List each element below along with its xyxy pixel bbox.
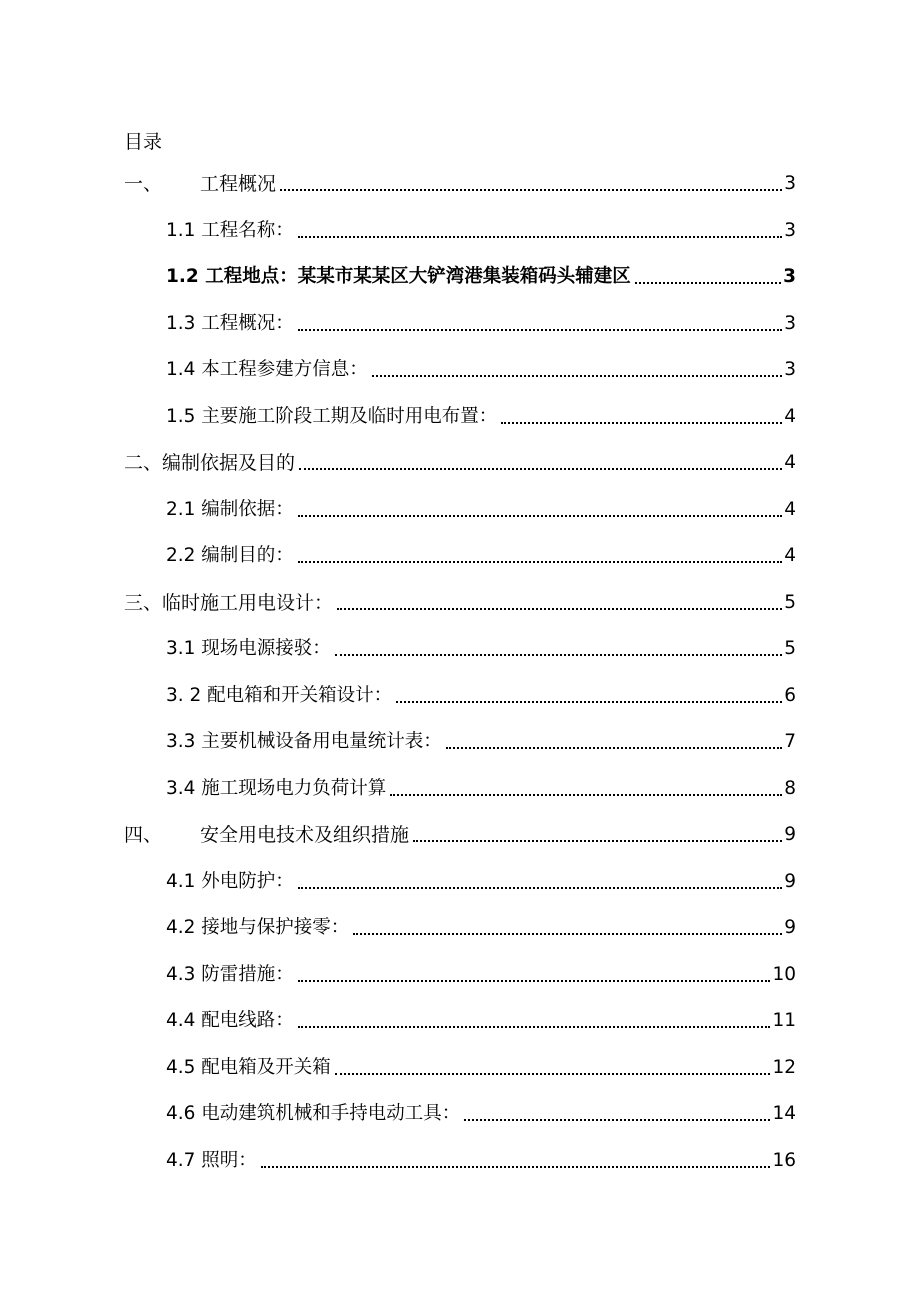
- dot-leader: [390, 793, 782, 796]
- toc-entry-title: 安全用电技术及组织措施: [200, 824, 410, 846]
- toc-entry-title: 1.3 工程概况：: [166, 312, 294, 334]
- toc-entry[interactable]: [124, 167, 796, 197]
- toc-entry-page-number: 7: [784, 731, 796, 752]
- toc-entry[interactable]: [166, 911, 796, 941]
- dot-leader: [261, 1165, 771, 1168]
- dot-leader: [396, 700, 782, 703]
- dot-leader: [501, 421, 782, 424]
- dot-leader: [299, 467, 782, 470]
- toc-entry[interactable]: [166, 539, 796, 569]
- toc-entry-page-number: 5: [784, 591, 796, 613]
- dot-leader: [298, 514, 782, 517]
- toc-entry-title: 4.2 接地与保护接零：: [166, 917, 350, 938]
- toc-entry-title: 2.2 编制目的：: [166, 545, 294, 566]
- toc-entry-title: 编制依据及目的: [162, 452, 296, 474]
- toc-entry-title: 3. 2 配电箱和开关箱设计：: [166, 684, 393, 706]
- toc-entry[interactable]: [166, 725, 796, 755]
- toc-entry-page-number: 3: [784, 359, 796, 380]
- toc-entry-page-number: 6: [784, 684, 796, 706]
- toc-entry-page-number: 9: [784, 917, 796, 938]
- toc-entry-title: 4.5 配电箱及开关箱: [166, 1056, 331, 1078]
- toc-entry[interactable]: [166, 632, 796, 662]
- toc-entry[interactable]: [166, 772, 796, 802]
- dot-leader: [335, 1072, 771, 1075]
- toc-entry-title: 工程概况: [200, 173, 277, 195]
- toc-entry[interactable]: [166, 1097, 796, 1127]
- toc-entry-page-number: 5: [784, 638, 796, 659]
- toc-entry-number: 一、: [124, 173, 163, 195]
- dot-leader: [298, 886, 782, 889]
- toc-entry[interactable]: [166, 493, 796, 523]
- dot-leader: [298, 560, 782, 563]
- toc-entry-page-number: 9: [784, 870, 796, 892]
- dot-leader: [372, 374, 782, 377]
- dot-leader: [298, 328, 782, 331]
- toc-entry[interactable]: [166, 260, 796, 290]
- dot-leader: [413, 839, 782, 842]
- toc-entry-page-number: 11: [772, 1010, 796, 1031]
- toc-entry-page-number: 4: [784, 498, 796, 520]
- toc-entry-title: 1.4 本工程参建方信息：: [166, 359, 368, 380]
- toc-entry-page-number: 12: [772, 1056, 796, 1078]
- toc-entry[interactable]: [166, 865, 796, 895]
- toc-entry[interactable]: [124, 446, 796, 476]
- toc-entry-title: 1.2 工程地点：某某市某某区大铲湾港集装箱码头辅建区: [166, 266, 631, 287]
- toc-entry-page-number: 4: [784, 545, 796, 566]
- toc-entry-page-number: 10: [772, 963, 796, 985]
- toc-entry[interactable]: [124, 818, 796, 848]
- toc-entry-page-number: 16: [772, 1149, 796, 1171]
- dot-leader: [353, 932, 782, 935]
- toc-entry-number: 四、: [124, 824, 163, 846]
- toc-entry[interactable]: [166, 353, 796, 383]
- toc-entry-title: 4.3 防雷措施：: [166, 963, 294, 985]
- toc-entry[interactable]: [166, 214, 796, 244]
- toc-entry-page-number: 14: [772, 1103, 796, 1124]
- toc-entry-title: 1.1 工程名称：: [166, 219, 294, 241]
- toc-entry-page-number: 3: [783, 266, 796, 287]
- toc-entry[interactable]: [166, 1144, 796, 1174]
- toc-entry[interactable]: [124, 586, 796, 616]
- toc-entry-title: 4.1 外电防护：: [166, 870, 294, 892]
- dot-leader: [298, 1025, 771, 1028]
- dot-leader: [446, 746, 782, 749]
- toc-entry-page-number: 4: [784, 452, 796, 473]
- dot-leader: [337, 607, 782, 610]
- toc-entry-title: 3.4 施工现场电力负荷计算: [166, 777, 387, 799]
- toc-entry-title: 4.7 照明：: [166, 1149, 257, 1171]
- toc-entry-page-number: 3: [784, 173, 796, 194]
- toc-entry[interactable]: [166, 958, 796, 988]
- toc-entry[interactable]: [166, 1051, 796, 1081]
- toc-entry-title: 3.3 主要机械设备用电量统计表：: [166, 731, 442, 752]
- toc-entry-title: 1.5 主要施工阶段工期及临时用电布置：: [166, 405, 498, 427]
- toc-entry-number: 三、: [124, 591, 163, 614]
- toc-title: 目录: [124, 131, 163, 153]
- toc-entry-number: 二、: [124, 452, 163, 474]
- toc-entry-page-number: 8: [784, 777, 796, 799]
- toc-entry-page-number: 4: [784, 405, 796, 427]
- dot-leader: [635, 281, 781, 284]
- toc-entry-title: 3.1 现场电源接驳：: [166, 638, 331, 659]
- dot-leader: [464, 1118, 770, 1121]
- toc-entry[interactable]: [166, 679, 796, 709]
- toc-entry-title: 4.6 电动建筑机械和手持电动工具：: [166, 1103, 461, 1124]
- dot-leader: [280, 188, 782, 191]
- toc-entry-page-number: 3: [784, 312, 796, 334]
- toc-entry-title: 2.1 编制依据：: [166, 498, 294, 520]
- toc-entry[interactable]: [166, 1004, 796, 1034]
- toc-entry-page-number: 3: [784, 219, 796, 241]
- toc-entry-page-number: 9: [784, 824, 796, 845]
- toc-entry[interactable]: [166, 400, 796, 430]
- toc-entry-title: 4.4 配电线路：: [166, 1010, 294, 1031]
- dot-leader: [298, 235, 782, 238]
- toc-entry[interactable]: [166, 307, 796, 337]
- dot-leader: [335, 653, 782, 656]
- toc-entry-title: 临时施工用电设计：: [162, 591, 334, 614]
- dot-leader: [298, 979, 771, 982]
